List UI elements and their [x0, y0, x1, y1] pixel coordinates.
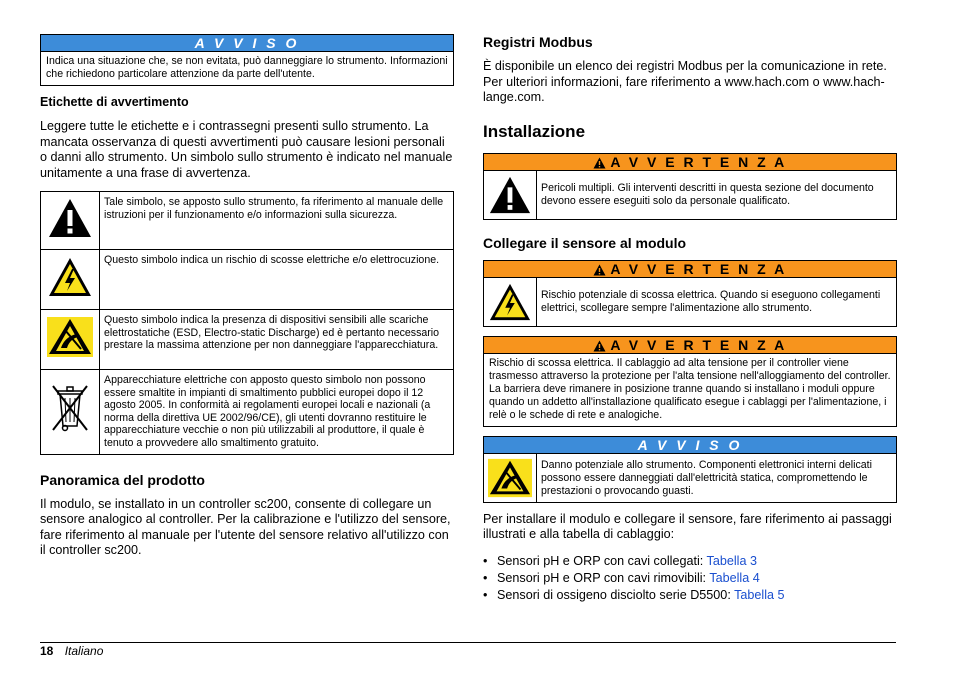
avvertenza-text: Rischio di scossa elettrica. Il cablaggio ad alta tensione per il controller viene trasmesso attraverso la protezione per l'alta tensione nell'alloggiamento del controller. La barriera deve rimanere in posizione tranne quando si installano i moduli oppure quando un addetto all'installazione qualificato esegue i cablaggi per l'alimentazione, i relè o le schede di rete e analogiche.: [489, 356, 891, 421]
avvertenza-header: A V V E R T E N Z A: [484, 154, 896, 171]
electrical-shock-icon: [41, 250, 100, 310]
table-row: [41, 250, 454, 310]
panoramica-text: Il modulo, se installato in un controller sc200, consente di collegare un sensore analogico al controller. Per la calibrazione e l'utilizzo del sensore, fare riferimento al manuale per l'utente del sensore relativo all'utilizzo con il controller sc200.: [40, 496, 451, 558]
esd-icon: [41, 310, 100, 370]
avvertenza-notice: [483, 336, 897, 427]
tabella-link[interactable]: Tabella 4: [709, 570, 760, 585]
table-row: [41, 192, 454, 250]
esd-icon: [484, 454, 537, 502]
avvertenza-header: A V V E R T E N Z A: [484, 261, 896, 278]
installazione-heading: Installazione: [483, 121, 586, 141]
avvertenza-text: Pericoli multipli. Gli interventi descritti in questa sezione del documento devono essere eseguiti solo da personale qualificato.: [541, 181, 874, 207]
tabella-link[interactable]: Tabella 3: [706, 553, 757, 568]
table-row: [41, 310, 454, 370]
table-row: [41, 370, 454, 455]
modbus-heading: Registri Modbus: [483, 34, 593, 50]
avvertenza-header: A V V E R T E N Z A: [484, 337, 896, 354]
warning-triangle-icon: [41, 192, 100, 250]
collegare-heading: Collegare il sensore al modulo: [483, 234, 687, 251]
footer-divider: [40, 642, 896, 643]
right-column: [483, 34, 897, 604]
symbol-text: Tale simbolo, se apposto sullo strumento, fa riferimento al manuale delle istruzioni per il funzionamento e/o informazioni sulla sicurezza.: [100, 192, 454, 250]
avviso-text: Danno potenziale allo strumento. Componenti elettronici interni delicati possono essere danneggiati dall'elettricità statica, compromettendo le prestazioni o provocando guasti.: [541, 458, 872, 497]
list-item: • Sensori pH e ORP con cavi collegati: Tabella 3: [483, 553, 897, 570]
avvertenza-text: Rischio potenziale di scossa elettrica. Quando si eseguono collegamenti elettrici, scollegare sempre l'alimentazione allo strumento.: [541, 288, 881, 314]
avvertenza-notice: [483, 153, 897, 220]
page-footer: [40, 644, 103, 658]
avviso-notice: [40, 34, 454, 86]
avviso-header: A V V I S O: [484, 437, 896, 454]
symbols-table: [40, 191, 454, 455]
panoramica-heading: Panoramica del prodotto: [40, 471, 205, 488]
tabella-link[interactable]: Tabella 5: [734, 587, 785, 602]
weee-bin-icon: [41, 370, 100, 455]
warning-triangle-icon: [484, 171, 537, 219]
electrical-shock-icon: [484, 278, 537, 326]
etichette-heading: Etichette di avvertimento: [40, 95, 189, 109]
footer-language: Italiano: [64, 644, 104, 658]
warning-small-icon: [593, 340, 606, 352]
list-item: • Sensori di ossigeno disciolto serie D5500: Tabella 5: [483, 587, 897, 604]
left-column: [40, 34, 454, 559]
avviso-text: Indica una situazione che, se non evitata, può danneggiare lo strumento. Informazioni che richiedono particolare attenzione da parte dell'utente.: [46, 55, 448, 80]
list-item: • Sensori pH e ORP con cavi rimovibili: Tabella 4: [483, 570, 897, 587]
avvertenza-notice: [483, 260, 897, 327]
symbol-text: Apparecchiature elettriche con apposto questo simbolo non possono essere smaltite in impianti di smaltimento pubblici europei dopo il 12 agosto 2005. In conformità ai regolamenti europei locali e nazionali (a norma della direttiva UE 2002/96/CE), gli utenti dovranno restituire le apparecchiature vecchie o non più utilizzabili al produttore, il quale è tenuto a provvedere allo smaltimento gratuito.: [100, 370, 454, 455]
warning-small-icon: [593, 157, 606, 169]
symbol-text: Questo simbolo indica la presenza di dispositivi sensibili alle scariche elettrostatiche (ESD, Electro-static Discharge) ed è pertanto necessario prestare la massima attenzione per non danneggiare l'apparecchiatura.: [100, 310, 454, 370]
page-number: 18: [40, 644, 54, 658]
avviso-notice: [483, 436, 897, 503]
etichette-text: Leggere tutte le etichette e i contrassegni presenti sullo strumento. La mancata osservanza di questi avvertimenti può causare lesioni personali o danni allo strumento. Un simbolo sullo strumento è indicato nel manuale unitamente a una frase di avvertenza.: [40, 119, 453, 180]
modbus-text: È disponibile un elenco dei registri Modbus per la comunicazione in rete. Per ulteriori informazioni, fare riferimento a www.hach.com o www.hach-lange.com.: [483, 59, 887, 104]
install-intro: Per installare il modulo e collegare il sensore, fare riferimento ai passaggi illustrati e alla tabella di cablaggio:: [483, 511, 892, 541]
wiring-list: [483, 553, 897, 604]
warning-small-icon: [593, 264, 606, 276]
avviso-header: A V V I S O: [41, 35, 453, 52]
symbol-text: Questo simbolo indica un rischio di scosse elettriche e/o elettrocuzione.: [100, 250, 454, 310]
